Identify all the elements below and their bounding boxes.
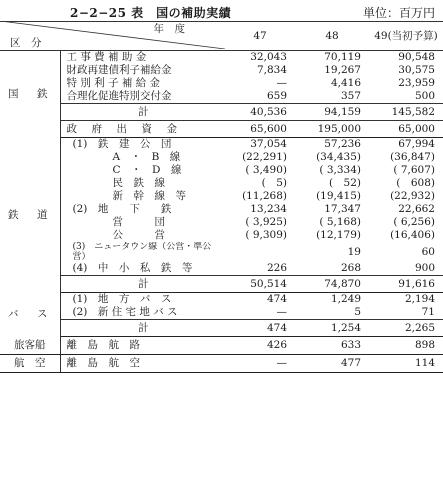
table-row	[0, 138, 443, 152]
cell-49: ( 6,256)	[393, 216, 435, 228]
cell-49: 90,548	[398, 51, 435, 63]
table-row	[0, 90, 443, 104]
cell-49: 60	[421, 245, 435, 258]
cell-48: 74,870	[295, 276, 369, 293]
table-row	[0, 51, 443, 65]
cell-47: —	[276, 77, 287, 89]
cell-49: 22,662	[398, 203, 435, 215]
cell-48: (19,415)	[316, 190, 361, 202]
cell-47: ( 9,309)	[245, 229, 287, 241]
row-label: (2) 新 住 宅 地 バ ス	[72, 306, 178, 318]
cell-47: 37,054	[250, 138, 287, 150]
cell-49: 145,582	[369, 104, 443, 121]
cell-49: 114	[369, 354, 443, 372]
header-row-year	[0, 22, 443, 37]
cell-49: 71	[421, 306, 435, 318]
cell-47: ( 3,490)	[245, 164, 287, 176]
cell-47: (11,268)	[242, 190, 287, 202]
cell-47: —	[225, 354, 295, 372]
cell-49: 2,194	[404, 293, 435, 305]
cell-47: 7,834	[256, 64, 287, 76]
cell-49: (16,406)	[390, 229, 435, 241]
row-label: C ・ D 線	[112, 164, 182, 176]
table-row	[0, 203, 443, 216]
row-label: A ・ B 線	[112, 151, 181, 163]
cell-48: 70,119	[324, 51, 361, 63]
cell-49: 67,994	[398, 138, 435, 150]
cell-47: 426	[225, 337, 295, 355]
cell-47: 13,234	[250, 203, 287, 215]
cell-48: 1,254	[295, 320, 369, 337]
total-label: 計	[60, 276, 225, 293]
cell-48: 5	[354, 306, 361, 318]
col-header-47: 47	[225, 22, 295, 51]
row-label: (1) 鉄 建 公 団	[72, 138, 172, 150]
table-row	[0, 64, 443, 77]
cell-47: 474	[266, 293, 287, 305]
table-row	[0, 242, 443, 262]
row-label: 特 別 利 子 補 給 金	[66, 77, 161, 89]
total-label: 計	[60, 104, 225, 121]
cell-47: ( 5)	[261, 177, 287, 189]
cell-47: 659	[266, 90, 287, 102]
group-bus: バ ス	[0, 293, 60, 337]
cell-48: 633	[295, 337, 369, 355]
row-label: (2) 地 下 鉄	[72, 203, 172, 215]
group-tetsudo: 鉄 道	[0, 138, 60, 293]
cell-47: —	[276, 306, 287, 318]
cell-49: (22,932)	[390, 190, 435, 202]
cell-49: ( 608)	[396, 177, 435, 189]
cell-49: 91,616	[369, 276, 443, 293]
cell-48: (34,435)	[316, 151, 361, 163]
cell-47: 32,043	[250, 51, 287, 63]
cell-47: 40,536	[225, 104, 295, 121]
cell-48: 268	[340, 262, 361, 274]
row-label: 離 島 航 空	[60, 354, 225, 372]
cell-48: ( 52)	[328, 177, 361, 189]
row-label: (1) 地 方 バ ス	[72, 293, 172, 305]
cell-49: 900	[414, 262, 435, 274]
row-label: 工 事 費 補 助 金	[66, 51, 147, 63]
row-label: (4) 中 小 私 鉄 等	[72, 262, 193, 274]
table-row	[0, 306, 443, 320]
cell-47: ( 3,925)	[245, 216, 287, 228]
row-label: 財政再建債利子補給金	[66, 64, 172, 76]
table-row	[0, 354, 443, 372]
table-row	[0, 293, 443, 307]
cell-49: (36,847)	[390, 151, 435, 163]
cell-48: 477	[295, 354, 369, 372]
cell-49: 30,575	[398, 64, 435, 76]
year-label: 年 度	[0, 22, 225, 37]
investment-row	[0, 121, 443, 138]
cell-47: 226	[266, 262, 287, 274]
row-label: (3) ニュータウン線（公営・準公営）	[72, 242, 212, 262]
row-label: 営 団	[112, 216, 165, 228]
subsidy-table	[0, 21, 443, 373]
cell-48: 4,416	[330, 77, 361, 89]
cell-48: 195,000	[295, 121, 369, 138]
cell-47: 65,600	[225, 121, 295, 138]
col-header-49: 49(当初予算)	[369, 22, 443, 51]
cell-48: ( 5,168)	[319, 216, 361, 228]
table-row	[0, 151, 443, 164]
cell-47: (22,291)	[242, 151, 287, 163]
total-row	[0, 320, 443, 337]
total-label: 計	[60, 320, 225, 337]
cell-49: 898	[369, 337, 443, 355]
group-kokutetsu: 国 鉄	[0, 51, 60, 138]
row-label: 合理化促進特別交付金	[66, 90, 172, 102]
unit-label: 単位：百万円	[362, 6, 435, 20]
row-label: 公 営	[112, 229, 165, 241]
cell-49: ( 7,607)	[393, 164, 435, 176]
category-label: 区 分	[0, 36, 225, 51]
table-row	[0, 229, 443, 242]
cell-48: 57,236	[324, 138, 361, 150]
total-row	[0, 104, 443, 121]
cell-48: 17,347	[324, 203, 361, 215]
table-row	[0, 77, 443, 90]
group-ferry: 旅客船	[0, 337, 60, 355]
table-row	[0, 190, 443, 203]
cell-49: 23,959	[398, 77, 435, 89]
table-title: 2−2−25 表 国の補助実績	[70, 6, 232, 20]
cell-48: 19,267	[324, 64, 361, 76]
row-label: 離 島 航 路	[60, 337, 225, 355]
col-header-48: 48	[295, 22, 369, 51]
cell-48: 357	[340, 90, 361, 102]
table-row	[0, 262, 443, 276]
row-label: 政 府 出 資 金	[60, 121, 225, 138]
table-row	[0, 216, 443, 229]
total-row	[0, 276, 443, 293]
cell-48: ( 3,334)	[319, 164, 361, 176]
cell-48: 19	[347, 245, 361, 258]
table-row	[0, 177, 443, 190]
cell-48: (12,179)	[316, 229, 361, 241]
cell-47: 474	[225, 320, 295, 337]
cell-49: 2,265	[369, 320, 443, 337]
table-title-bar	[0, 4, 443, 20]
cell-48: 1,249	[330, 293, 361, 305]
table-row	[0, 164, 443, 177]
table-row	[0, 337, 443, 355]
row-label: 新 幹 線 等	[112, 190, 186, 202]
group-air: 航 空	[0, 354, 60, 372]
cell-47	[225, 242, 295, 262]
cell-48: 94,159	[295, 104, 369, 121]
cell-49: 500	[414, 90, 435, 102]
row-label: 民 鉄 線	[112, 177, 165, 189]
cell-47: 50,514	[225, 276, 295, 293]
cell-49: 65,000	[369, 121, 443, 138]
